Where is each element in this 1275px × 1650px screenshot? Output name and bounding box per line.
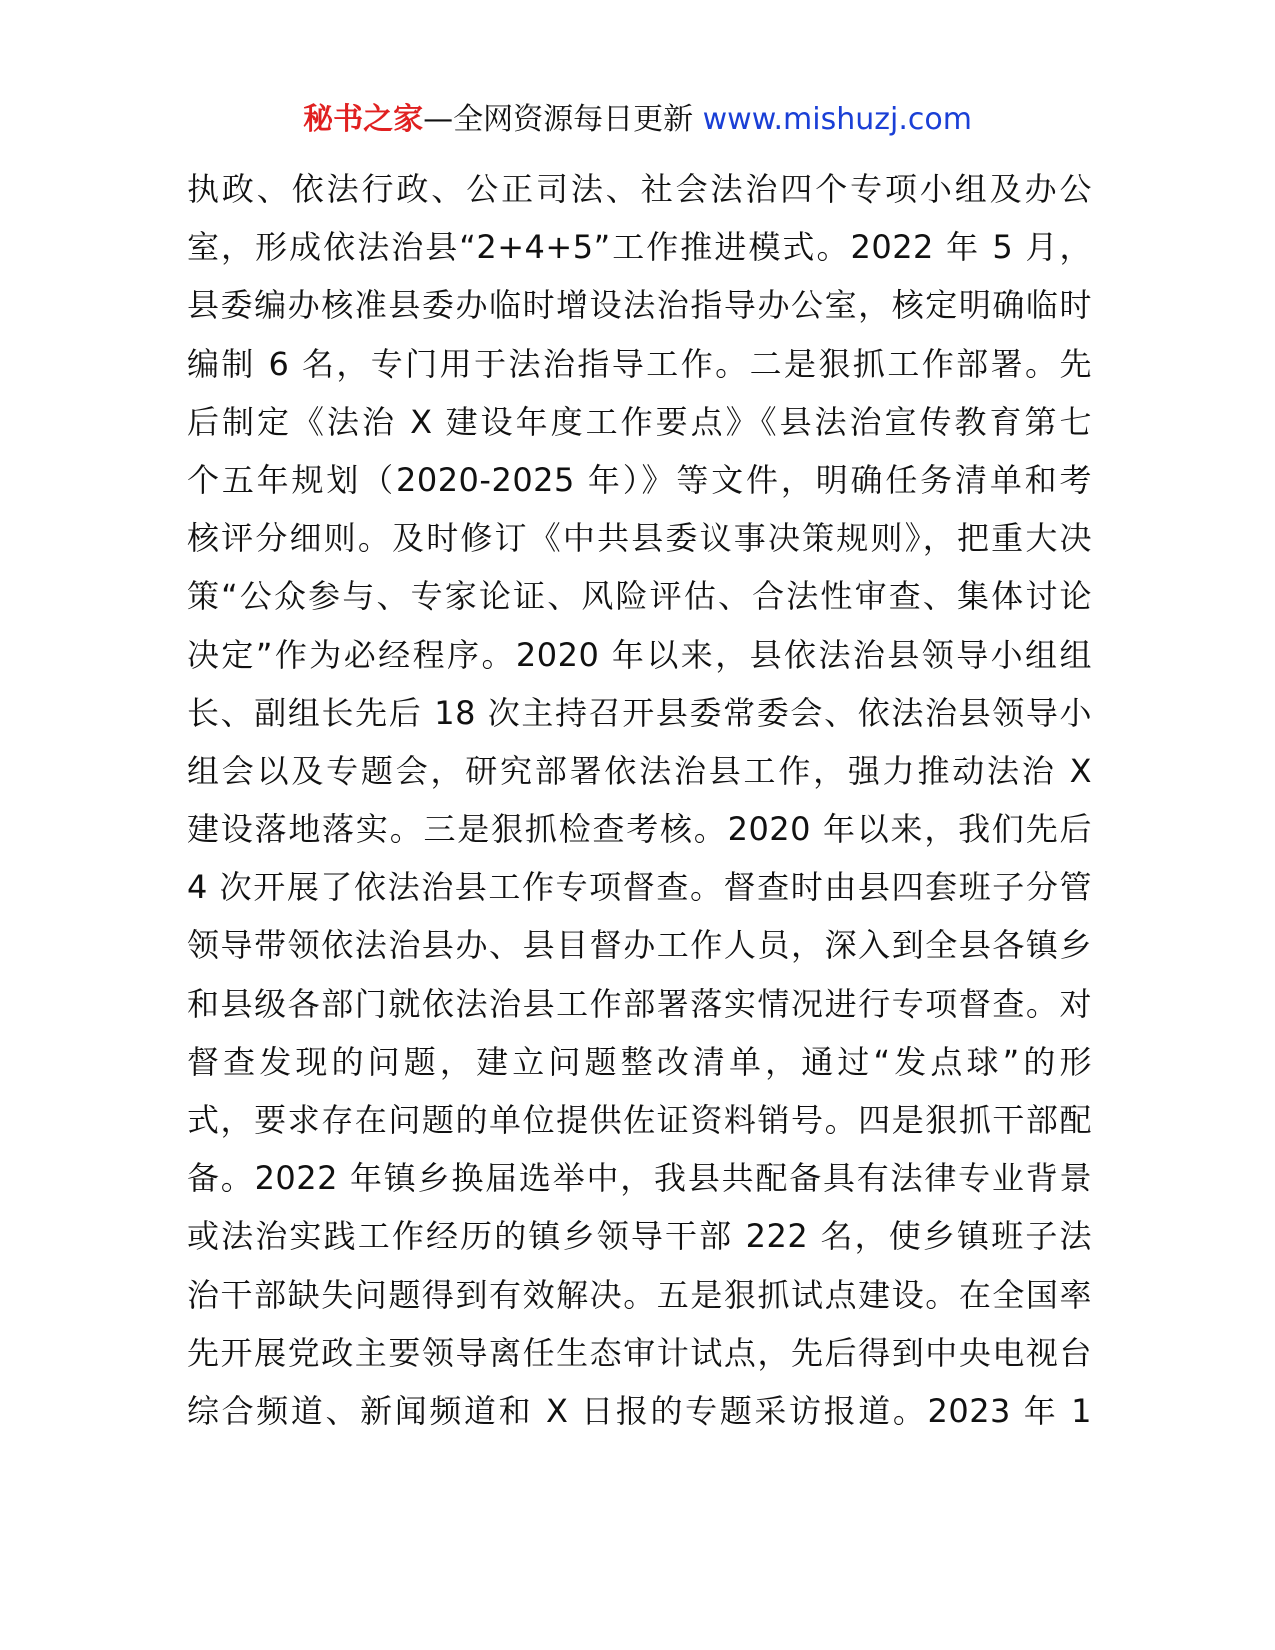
text-line: 执政、依法行政、公正司法、社会法治四个专项小组及办公: [187, 170, 1092, 208]
text-line: 组会以及专题会，研究部署依法治县工作，强力推动法治 X: [187, 751, 1092, 790]
text-line: 核评分细则。及时修订《中共县委议事决策规则》，把重大决: [187, 519, 1092, 558]
text-line: 或法治实践工作经历的镇乡领导干部 222 名，使乡镇班子法: [187, 1217, 1092, 1256]
text-line: 策“公众参与、专家论证、风险评估、合法性审查、集体讨论: [187, 577, 1092, 616]
text-line: 后制定《法治 X 建设年度工作要点》《县法治宣传教育第七: [187, 402, 1092, 441]
text-line: 和县级各部门就依法治县工作部署落实情况进行专项督查。对: [187, 984, 1092, 1023]
text-line: 治干部缺失问题得到有效解决。五是狠抓试点建设。在全国率: [187, 1275, 1092, 1314]
text-line: 县委编办核准县委办临时增设法治指导办公室，核定明确临时: [187, 286, 1092, 325]
site-brand: 秘书之家: [303, 102, 424, 137]
site-tagline: —全网资源每日更新: [423, 102, 703, 137]
text-line: 督查发现的问题，建立问题整改清单，通过“发点球”的形: [187, 1042, 1092, 1081]
text-line: 先开展党政主要领导离任生态审计试点，先后得到中央电视台: [187, 1333, 1092, 1372]
text-line: 室，形成依法治县“2+4+5”工作推进模式。2022 年 5 月，: [187, 228, 1092, 267]
text-line: 长、副组长先后 18 次主持召开县委常委会、依法治县领导小: [187, 693, 1092, 732]
text-line: 备。2022 年镇乡换届选举中，我县共配备具有法律专业背景: [187, 1159, 1092, 1198]
text-line: 建设落地落实。三是狠抓检查考核。2020 年以来，我们先后: [187, 810, 1092, 849]
text-line: 个五年规划（2020-2025 年）》等文件，明确任务清单和考: [187, 460, 1092, 499]
text-line: 决定”作为必经程序。2020 年以来，县依法治县领导小组组: [187, 635, 1092, 674]
text-line: 领导带领依法治县办、县目督办工作人员，深入到全县各镇乡: [187, 926, 1092, 965]
document-body: [187, 160, 1092, 1440]
text-line: 4 次开展了依法治县工作专项督查。督查时由县四套班子分管: [187, 868, 1092, 907]
text-line: 综合频道、新闻频道和 X 日报的专题采访报道。2023 年 1: [187, 1391, 1092, 1430]
text-line: 编制 6 名，专门用于法治指导工作。二是狠抓工作部署。先: [187, 344, 1092, 383]
page-header: [0, 100, 1275, 140]
text-line: 式，要求存在问题的单位提供佐证资料销号。四是狠抓干部配: [187, 1101, 1092, 1139]
site-url-link[interactable]: www.mishuzj.com: [702, 102, 972, 137]
